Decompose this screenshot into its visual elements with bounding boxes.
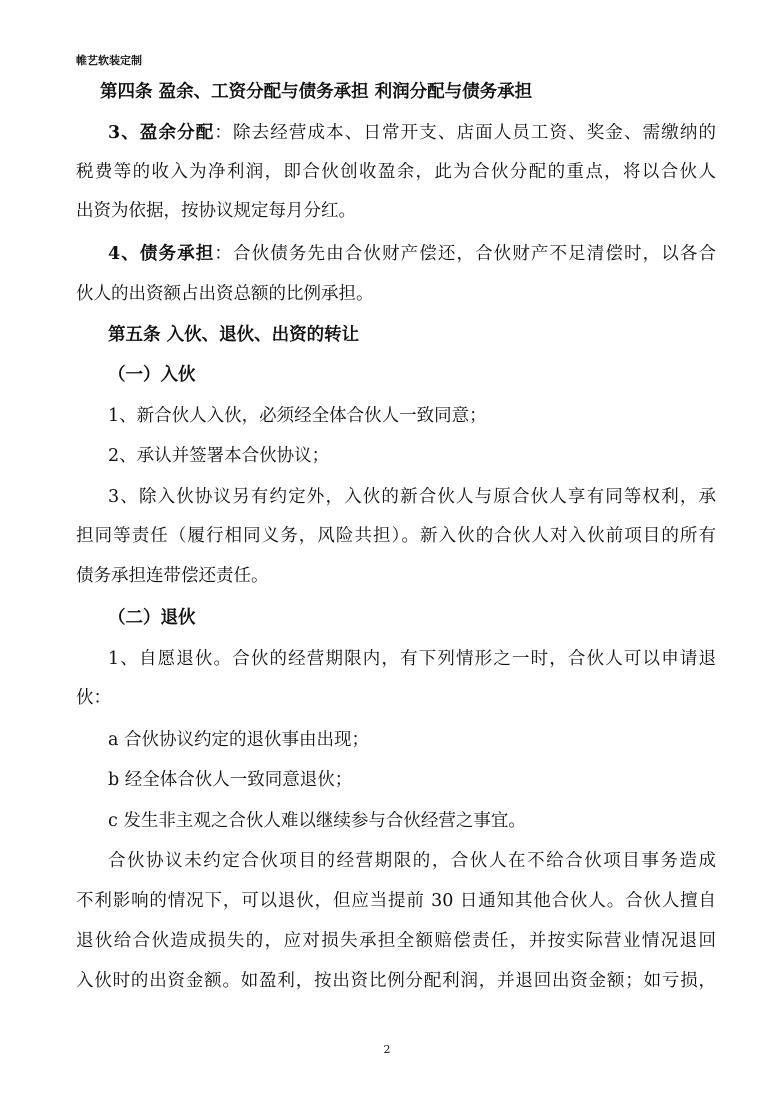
condition-item: b 经全体合伙人一致同意退伙； — [108, 770, 353, 790]
paragraph-line: 伙人的出资额占出资总额的比例承担。 — [76, 284, 374, 304]
page-number: 2 — [383, 1043, 391, 1056]
paragraph-line: 不利影响的情况下，可以退伙，但应当提前 30 日通知其他合伙人。合伙人擅自 — [76, 891, 716, 911]
condition-item: c 发生非主观之合伙人难以继续参与合伙经营之事宜。 — [108, 811, 526, 831]
paragraph-line: 合伙协议未约定合伙项目的经营期限的，合伙人在不给合伙项目事务造成 — [108, 851, 716, 871]
paragraph-line — [108, 121, 716, 145]
paragraph-line: 入伙时的出资金额。如盈利，按出资比例分配利润，并退回出资金额；如亏损， — [76, 971, 716, 991]
item-label: 3、盈余分配 — [108, 123, 215, 143]
item-text: ：除去经营成本、日常开支、店面人员工资、奖金、需缴纳的 — [214, 123, 717, 143]
item-text: ：合伙债务先由合伙财产偿还，合伙财产不足清偿时，以各合 — [214, 244, 717, 264]
paragraph-line: 1、自愿退伙。合伙的经营期限内，有下列情形之一时，合伙人可以申请退 — [108, 649, 716, 669]
list-item: 1、新合伙人入伙，必须经全体合伙人一致同意； — [108, 406, 487, 426]
paragraph-line: 债务承担连带偿还责任。 — [76, 566, 269, 586]
paragraph-line: 伙： — [76, 688, 111, 708]
section-heading-withdraw: （二）退伙 — [108, 608, 196, 628]
paragraph-line: 税费等的收入为净利润，即合伙创收盈余，此为合伙分配的重点，将以合伙人 — [76, 162, 716, 182]
document-header: 帷艺软装定制 — [76, 54, 142, 67]
paragraph-line — [108, 242, 716, 266]
paragraph-line: 退伙给合伙造成损失的，应对损失承担全额赔偿责任，并按实际营业情况退回 — [76, 931, 716, 951]
paragraph-line: 3、除入伙协议另有约定外，入伙的新合伙人与原合伙人享有同等权利，承 — [108, 487, 716, 507]
section-heading-join: （一）入伙 — [108, 365, 196, 385]
paragraph-line: 出资为依据，按协议规定每月分红。 — [76, 201, 356, 221]
list-item: 2、承认并签署本合伙协议； — [108, 446, 330, 466]
paragraph-line: 担同等责任（履行相同义务，风险共担）。新入伙的合伙人对入伙前项目的所有 — [76, 526, 716, 546]
condition-item: a 合伙协议约定的退伙事由出现； — [108, 730, 369, 750]
article-5-heading: 第五条 入伙、退伙、出资的转让 — [108, 325, 360, 345]
article-4-heading: 第四条 盈余、工资分配与债务承担 利润分配与债务承担 — [100, 82, 533, 102]
item-label: 4、债务承担 — [108, 244, 215, 264]
